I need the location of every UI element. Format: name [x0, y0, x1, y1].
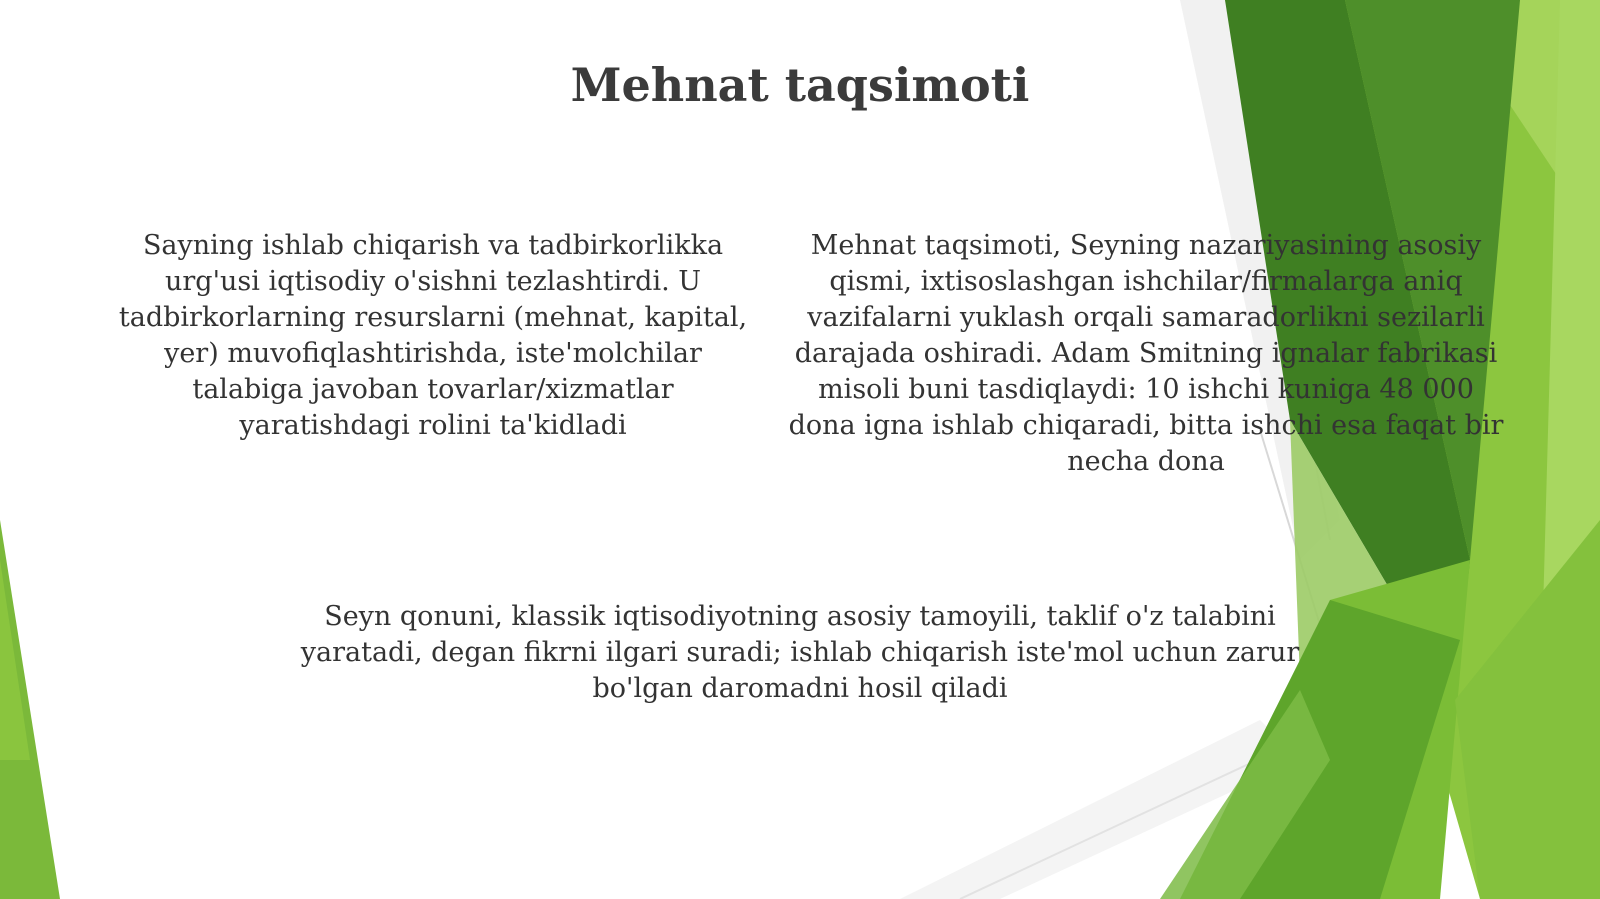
left-text-block: Sayning ishlab chiqarish va tadbirkorlikka urg'usi iqtisodiy o'sishni tezlashtirdi. U tadbirkorlarning resurslarni (mehnat, kapital, yer) muvofiqlashtirishda, iste'molchilar talabiga javoban tovarlar/xizmatlar yaratishdagi rolini ta'kidladi — [118, 230, 748, 441]
slide-title: Mehnat taqsimoti — [570, 58, 1030, 112]
bottom-text-block: Seyn qonuni, klassik iqtisodiyotning asosiy tamoyili, taklif o'z talabini yaratadi, degan fikrni ilgari suradi; ishlab chiqarish iste'mol uchun zarur bo'lgan daromadni hosil qiladi — [300, 601, 1300, 704]
right-text-block: Mehnat taqsimoti, Seyning nazariyasining asosiy qismi, ixtisoslashgan ishchilar/firmalarga aniq vazifalarni yuklash orqali samaradorlikni sezilarli darajada oshiradi. Adam Smitning ignalar fabrikasi misoli buni tasdiqlaydi: 10 ishchi kuniga 48 000 dona igna ishlab chiqaradi, bitta ishchi esa faqat bir necha dona — [788, 230, 1504, 477]
